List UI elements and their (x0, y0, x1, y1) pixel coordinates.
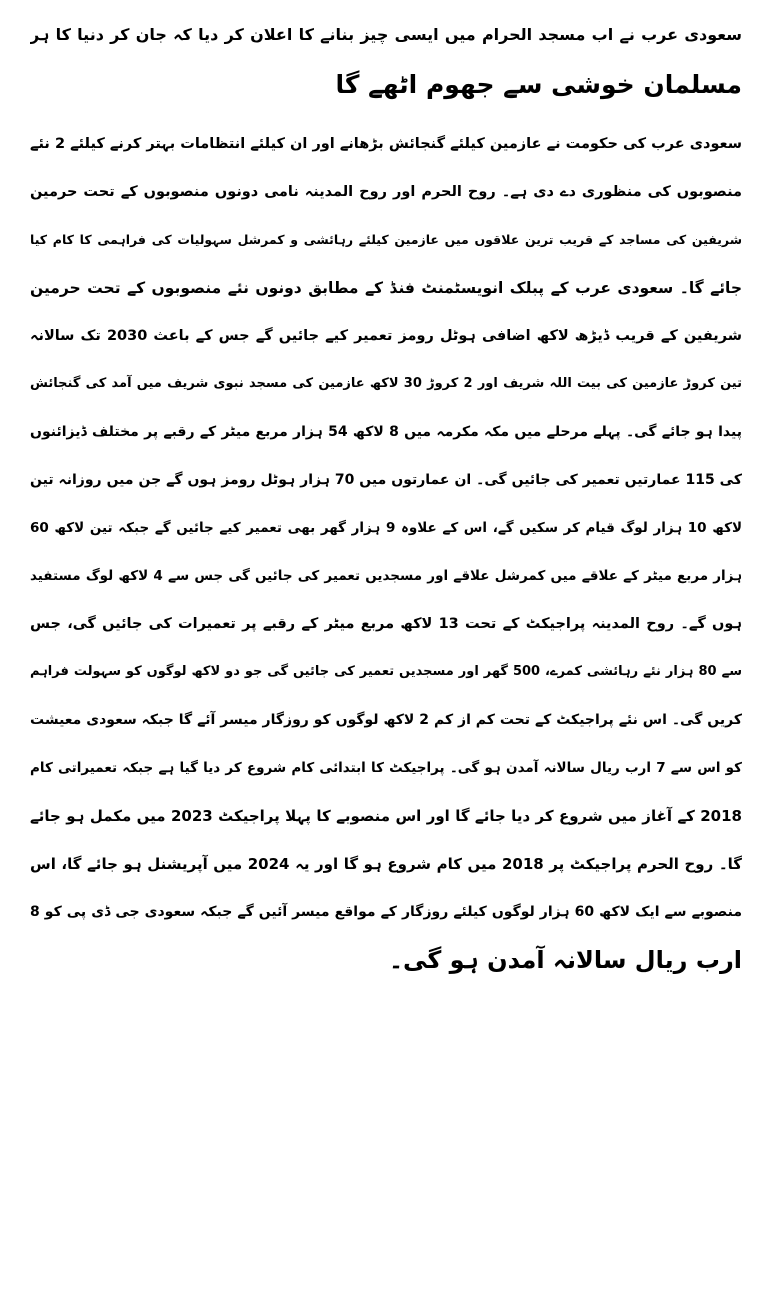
body-line: کریں گی۔ اس نئے پراجیکٹ کے تحت کم از کم 2 لاکھ لوگوں کو روزگار میسر آئے گا جبکہ سعودی معیشت (30, 712, 742, 728)
headline-line-1: سعودی عرب نے اب مسجد الحرام میں ایسی چیز بنانے کا اعلان کر دیا کہ جان کر دنیا کا ہر (30, 25, 742, 44)
body-line: سے 80 ہزار نئے رہائشی کمرے، 500 گھر اور مسجدیں تعمیر کی جائیں گی جو دو لاکھ لوگوں کو سہولت فراہم (30, 664, 742, 679)
body-line: شریفین کے قریب ڈیڑھ لاکھ اضافی ہوٹل رومز تعمیر کیے جائیں گے جس کے باعث 2030 تک سالانہ (30, 328, 742, 344)
body-line: کی 115 عمارتیں تعمیر کی جائیں گی۔ ان عمارتوں میں 70 ہزار ہوٹل رومز ہوں گے جن میں روزانہ تین (30, 472, 742, 488)
body-line: سعودی عرب کی حکومت نے عازمین کیلئے گنجائش بڑھانے اور ان کیلئے انتظامات بہتر کرنے کیلئے 2 نئے (30, 136, 742, 152)
article-body (30, 120, 742, 984)
body-line: منصوبے سے ایک لاکھ 60 ہزار لوگوں کیلئے روزگار کے مواقع میسر آئیں گے جبکہ سعودی جی ڈی پی کو 8 (30, 904, 742, 920)
body-line-last: ارب ریال سالانہ آمدن ہو گی۔ (388, 946, 742, 974)
body-line: ہزار مربع میٹر کے علاقے میں کمرشل علاقے اور مسجدیں تعمیر کی جائیں گی جس سے 4 لاکھ لوگ مستفید (30, 568, 742, 584)
body-line: لاکھ 10 ہزار لوگ قیام کر سکیں گے، اس کے علاوہ 9 ہزار گھر بھی تعمیر کیے جائیں گے جبکہ تین لاکھ 60 (30, 520, 742, 536)
body-line: جائے گا۔ سعودی عرب کے پبلک انویسٹمنٹ فنڈ کے مطابق دونوں نئے منصوبوں کے تحت حرمین (30, 279, 742, 297)
body-line: 2018 کے آغاز میں شروع کر دیا جائے گا اور اس منصوبے کا پہلا پراجیکٹ 2023 میں مکمل ہو جائے (30, 807, 742, 825)
body-line: شریفین کی مساجد کے قریب ترین علاقوں میں عازمین کیلئے رہائشی و کمرشل سہولیات کی فراہمی کا کام کیا (30, 232, 742, 247)
body-line: گا۔ روح الحرم پراجیکٹ پر 2018 میں کام شروع ہو گا اور یہ 2024 میں آپریشنل ہو جائے گا، اس (30, 855, 742, 873)
headline-line-2: مسلمان خوشی سے جھوم اٹھے گا (335, 70, 742, 99)
body-line: پیدا ہو جائے گی۔ پہلے مرحلے میں مکہ مکرمہ میں 8 لاکھ 54 ہزار مربع میٹر کے رقبے پر مختلف ڈیزائنوں (30, 424, 742, 440)
body-line: کو اس سے 7 ارب ریال سالانہ آمدن ہو گی۔ پراجیکٹ کا ابتدائی کام شروع کر دیا گیا ہے جبکہ تعمیراتی کام (30, 760, 742, 776)
body-line: تین کروڑ عازمین کی بیت اللہ شریف اور 2 کروڑ 30 لاکھ عازمین کی مسجد نبوی شریف میں آمد کی گنجائش (30, 376, 742, 391)
article-headline (30, 0, 742, 110)
body-line: منصوبوں کی منظوری دے دی ہے۔ روح الحرم اور روح المدینہ نامی دونوں منصوبوں کے تحت حرمین (30, 184, 742, 200)
body-line: ہوں گے۔ روح المدینہ پراجیکٹ کے تحت 13 لاکھ مربع میٹر کے رقبے پر تعمیرات کی جائیں گی، جس (30, 616, 742, 632)
